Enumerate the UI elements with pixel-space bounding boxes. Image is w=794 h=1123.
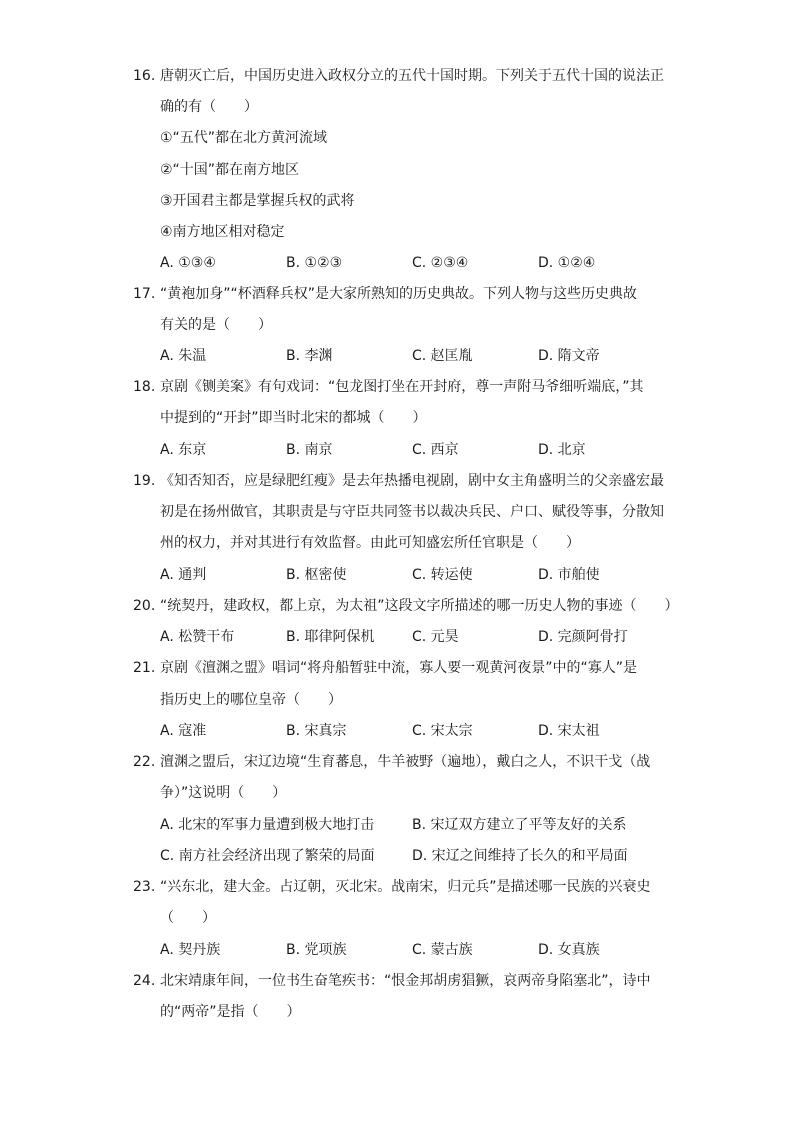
options-row	[160, 440, 680, 460]
options-row	[160, 565, 680, 585]
option-d[interactable]: D. 隋文帝	[538, 348, 600, 364]
option-d[interactable]: D. 完颜阿骨打	[538, 629, 628, 645]
question-stem-line: “统契丹，建政权，都上京，为太祖”这段文字所描述的哪一历史人物的事迹（ ）	[160, 598, 679, 614]
option-a[interactable]: A. 寇准	[160, 723, 207, 739]
option-b[interactable]: B. 南京	[286, 442, 333, 458]
option-c[interactable]: C. 宋太宗	[412, 723, 473, 739]
option-a[interactable]: A. 朱温	[160, 348, 207, 364]
options-row	[160, 940, 680, 960]
options-row	[160, 846, 680, 866]
question-stem-line: 京剧《澶渊之盟》唱词“将舟船暂驻中流，寡人要一观黄河夜景”中的“寡人”是	[160, 660, 638, 676]
option-d[interactable]: D. 北京	[538, 442, 586, 458]
question-number: 18.	[133, 379, 156, 395]
question-number: 22.	[133, 754, 156, 770]
options-row	[160, 253, 680, 273]
question-number: 21.	[133, 660, 156, 676]
question-stem-line: 《知否知否，应是绿肥红瘦》是去年热播电视剧，剧中女主角盛明兰的父亲盛宏最	[160, 473, 664, 489]
option-d[interactable]: D. ①②④	[538, 255, 596, 271]
statement-1: ①“五代”都在北方黄河流域	[160, 130, 328, 146]
question-number: 19.	[133, 473, 156, 489]
option-c[interactable]: C. 西京	[412, 442, 459, 458]
question-stem-line: 的“两帝”是指（ ）	[160, 1004, 301, 1020]
option-a[interactable]: A. 东京	[160, 442, 207, 458]
question-stem-line: 北宋靖康年间，一位书生奋笔疾书：“恨金邦胡虏猖獗，哀两帝身陷塞北”，诗中	[160, 973, 651, 989]
question-stem-line: 京剧《铡美案》有句戏词：“包龙图打坐在开封府，尊一声附马爷细听端底，”其	[160, 379, 644, 395]
question-number: 24.	[133, 973, 156, 989]
option-c[interactable]: C. 南方社会经济出现了繁荣的局面	[160, 848, 375, 864]
statement-3: ③开国君主都是掌握兵权的武将	[160, 193, 355, 209]
option-b[interactable]: B. 耶律阿保机	[286, 629, 375, 645]
question-stem-line: 州的权力，并对其进行有效监督。由此可知盛宏所任官职是（ ）	[160, 535, 580, 551]
options-row	[160, 721, 680, 741]
option-c[interactable]: C. 赵匡胤	[412, 348, 473, 364]
option-a[interactable]: A. 松赞干布	[160, 629, 235, 645]
option-b[interactable]: B. 李渊	[286, 348, 333, 364]
question-stem-line: 唐朝灭亡后，中国历史进入政权分立的五代十国时期。下列关于五代十国的说法正	[160, 68, 664, 84]
option-b[interactable]: B. 枢密使	[286, 567, 347, 583]
question-stem-line: 初是在扬州做官，其职责是与守臣共同签书以裁决兵民、户口、赋役等事，分散知	[160, 504, 664, 520]
option-a[interactable]: A. ①③④	[160, 255, 216, 271]
option-d[interactable]: D. 宋辽之间维持了长久的和平局面	[412, 848, 628, 864]
question-number: 20.	[133, 598, 156, 614]
question-stem-line: 争）”这说明（ ）	[160, 785, 287, 801]
options-row	[160, 815, 680, 835]
option-b[interactable]: B. ①②③	[286, 255, 343, 271]
question-number: 23.	[133, 879, 156, 895]
statement-4: ④南方地区相对稳定	[160, 224, 285, 240]
option-a[interactable]: A. 北宋的军事力量遭到极大地打击	[160, 817, 375, 833]
statement-2: ②“十国”都在南方地区	[160, 162, 300, 178]
question-stem-line: 有关的是（ ）	[160, 317, 272, 333]
question-stem-line: 澶渊之盟后，宋辽边境“生育蕃息，牛羊被野（遍地），戴白之人，不识干戈（战	[160, 754, 651, 770]
option-a[interactable]: A. 契丹族	[160, 942, 221, 958]
option-b[interactable]: B. 宋真宗	[286, 723, 347, 739]
options-row	[160, 346, 680, 366]
option-c[interactable]: C. 元昊	[412, 629, 459, 645]
option-d[interactable]: D. 市舶使	[538, 567, 600, 583]
question-stem-line: “兴东北，建大金。占辽朝，灭北宋。战南宋，归元兵”是描述哪一民族的兴衰史	[160, 879, 651, 895]
question-number: 16.	[133, 68, 156, 84]
option-b[interactable]: B. 党项族	[286, 942, 347, 958]
question-stem-line: 确的有（ ）	[160, 99, 258, 115]
option-d[interactable]: D. 女真族	[538, 942, 600, 958]
option-c[interactable]: C. 转运使	[412, 567, 473, 583]
option-b[interactable]: B. 宋辽双方建立了平等友好的关系	[412, 817, 627, 833]
question-stem-line: “黄袍加身”“杯酒释兵权”是大家所熟知的历史典故。下列人物与这些历史典故	[160, 286, 638, 302]
question-stem-line: （ ）	[160, 910, 216, 926]
question-number: 17.	[133, 286, 156, 302]
option-a[interactable]: A. 通判	[160, 567, 207, 583]
option-c[interactable]: C. 蒙古族	[412, 942, 473, 958]
question-stem-line: 指历史上的哪位皇帝（ ）	[160, 692, 342, 708]
option-c[interactable]: C. ②③④	[412, 255, 469, 271]
options-row	[160, 627, 680, 647]
option-d[interactable]: D. 宋太祖	[538, 723, 600, 739]
question-stem-line: 中提到的“开封”即当时北宋的都城（ ）	[160, 410, 427, 426]
